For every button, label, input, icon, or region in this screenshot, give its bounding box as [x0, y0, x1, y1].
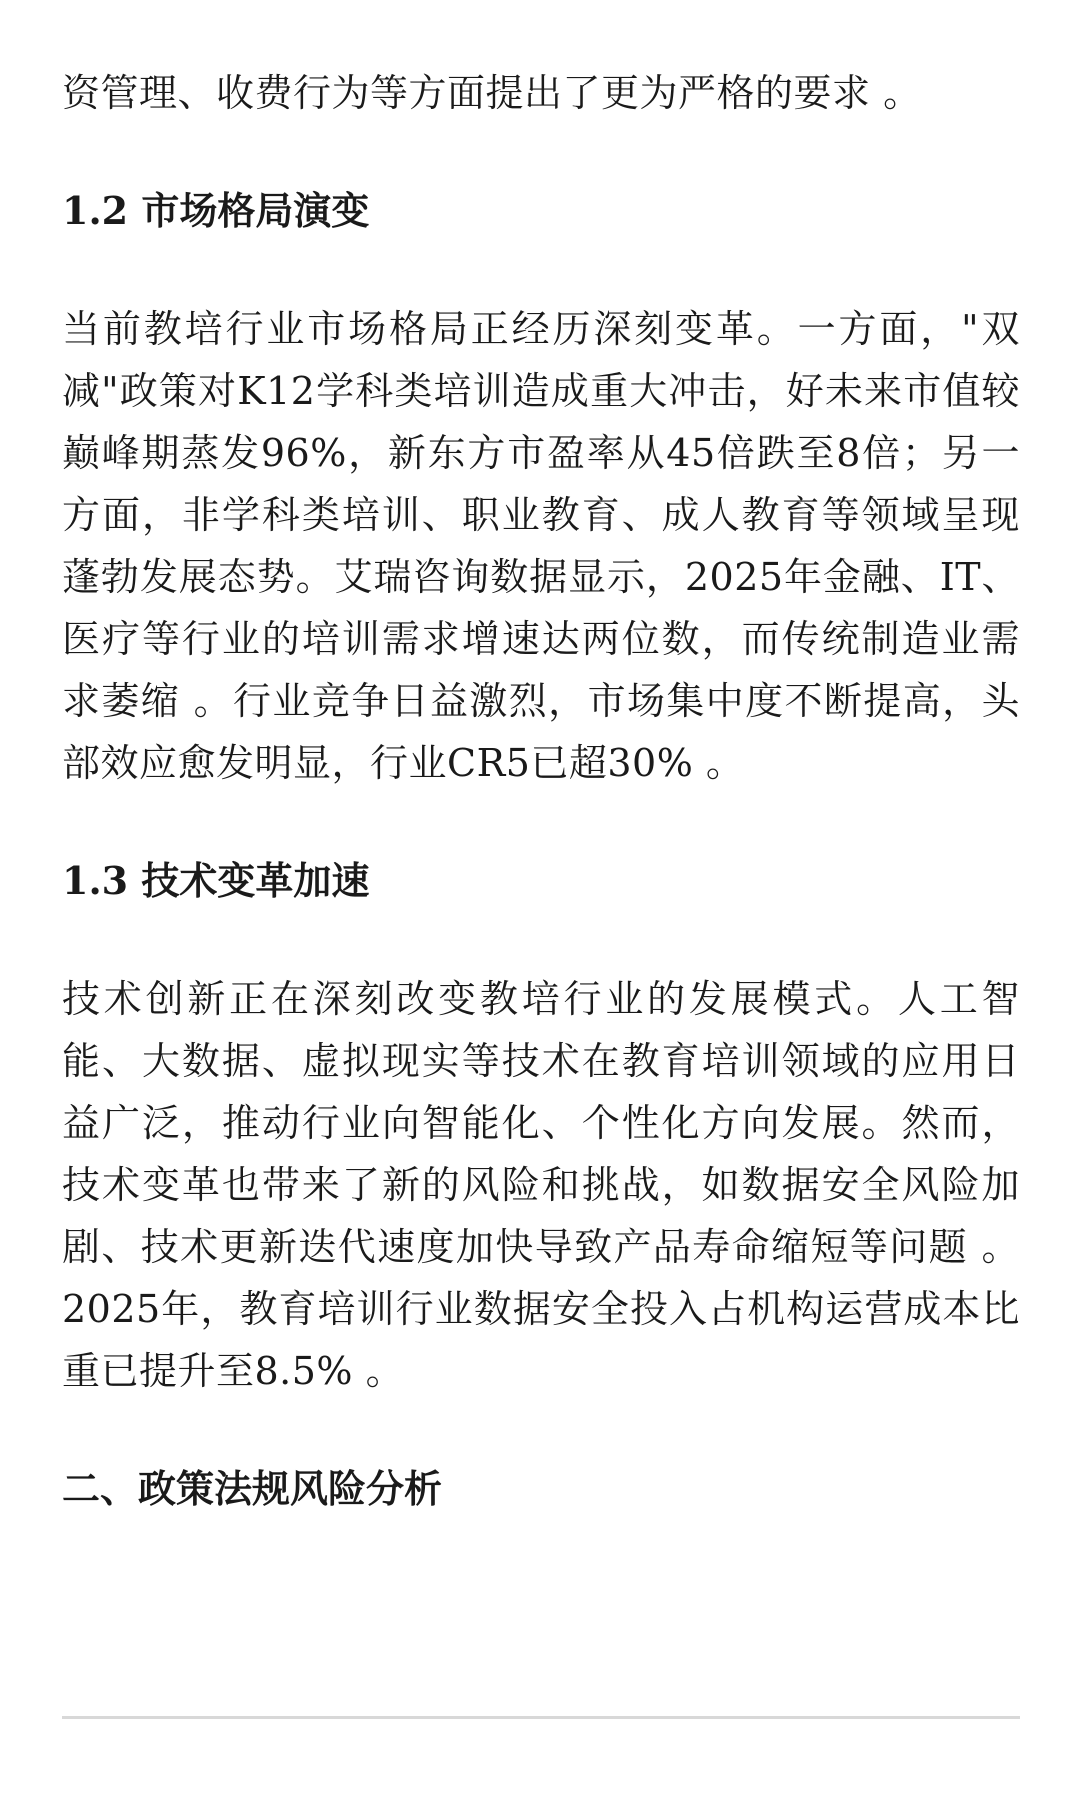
divider	[62, 1716, 1020, 1719]
article-content	[62, 62, 1020, 1520]
paragraph-market-landscape: 当前教培行业市场格局正经历深刻变革。一方面，"双减"政策对K12学科类培训造成重大冲击，好未来市值较巅峰期蒸发96%，新东方市盈率从45倍跌至8倍；另一方面，非学科类培训、职业教育、成人教育等领域呈现蓬勃发展态势。艾瑞咨询数据显示，2025年金融、IT、医疗等行业的培训需求增速达两位数，而传统制造业需求萎缩 。行业竞争日益激烈，市场集中度不断提高，头部效应愈发明显，行业CR5已超30% 。	[62, 307, 1020, 785]
paragraph-intro-tail: 资管理、收费行为等方面提出了更为严格的要求 。	[62, 71, 922, 115]
heading-1-2: 1.2 市场格局演变	[62, 188, 370, 233]
heading-section-2: 二、政策法规风险分析	[62, 1466, 443, 1511]
paragraph-tech-change: 技术创新正在深刻改变教培行业的发展模式。人工智能、大数据、虚拟现实等技术在教育培训领域的应用日益广泛，推动行业向智能化、个性化方向发展。然而，技术变革也带来了新的风险和挑战，如数据安全风险加剧、技术更新迭代速度加快导致产品寿命缩短等问题 。2025年，教育培训行业数据安全投入占机构运营成本比重已提升至8.5% 。	[62, 977, 1020, 1393]
heading-1-3: 1.3 技术变革加速	[62, 858, 370, 903]
